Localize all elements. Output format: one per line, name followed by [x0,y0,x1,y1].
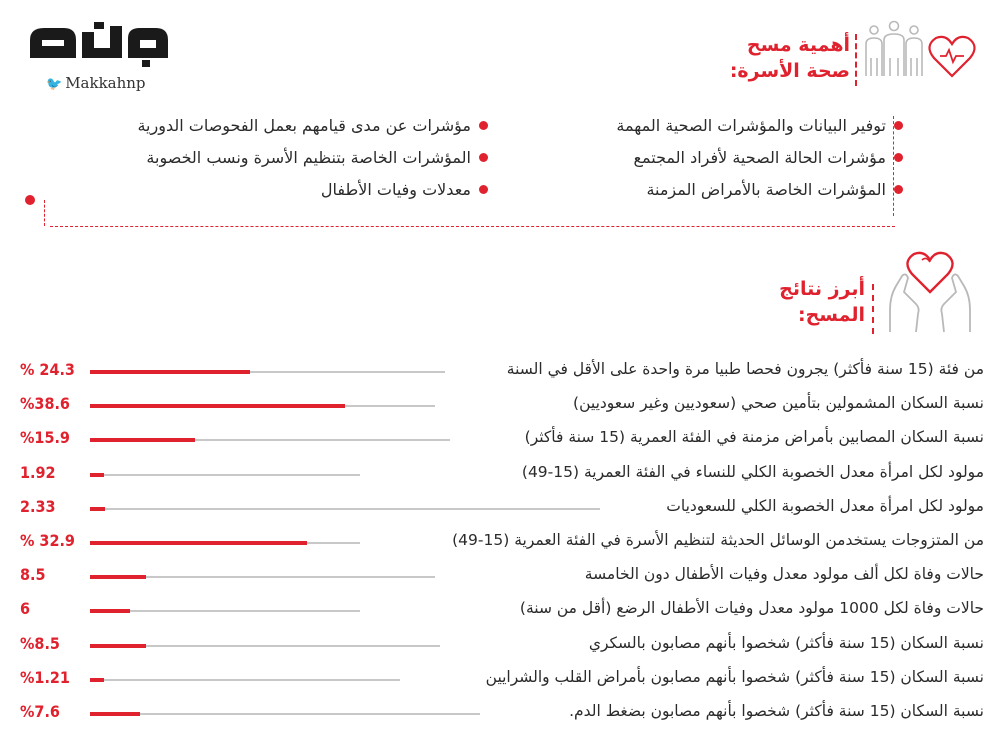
stat-label: نسبة السكان المشمولين بتأمين صحي (سعوديين وغير سعوديين) [573,394,984,412]
stat-label: نسبة السكان (15 سنة فأكثر) شخصوا بأنهم مصابون بضغط الدم. [569,702,984,720]
bullet-item [321,180,488,199]
connector-line [893,116,894,216]
stat-label: نسبة السكان المصابين بأمراض مزمنة في الفئة العمرية (15 سنة فأكثر) [524,428,984,446]
twitter-handle[interactable] [46,74,146,92]
bullet-dot-icon [479,121,488,130]
stat-bar-track [90,474,360,476]
stat-label: مولود لكل امرأة معدل الخصوبة الكلي للنساء في الفئة العمرية (15-49) [521,463,984,481]
stat-bar-track [90,645,440,647]
stat-bar-fill [90,644,146,648]
bullet-text: توفير البيانات والمؤشرات الصحية المهمة [616,116,886,135]
stat-value: % 24.3 [20,360,75,379]
stat-bar-track [90,405,435,407]
stat-row [0,357,1000,389]
bullet-item [646,180,903,199]
stat-bar-fill [90,473,104,477]
stat-value: %15.9 [20,428,70,447]
makkah-logo [24,18,174,98]
stat-bar-fill [90,404,345,408]
section-title-line1: أبرز نتائج [779,278,865,300]
stat-bar-fill [90,575,146,579]
bullet-item [146,148,488,167]
twitter-bird-icon: 🐦 [46,77,63,92]
stat-row [0,562,1000,594]
connector-dot-icon [25,195,35,205]
bullet-dot-icon [894,121,903,130]
stat-row [0,528,1000,560]
stat-label: حالات وفاة لكل ألف مولود معدل وفيات الأطفال دون الخامسة [584,565,984,583]
stat-row [0,391,1000,423]
twitter-handle-text: Makkahnp [65,74,146,92]
stat-bar-fill [90,438,195,442]
stat-bar-track [90,610,360,612]
header-divider [872,284,874,334]
stat-row [0,631,1000,663]
section-title-line2: المسح: [797,304,865,326]
bullet-dot-icon [479,153,488,162]
stat-label: نسبة السكان (15 سنة فأكثر) شخصوا بأنهم مصابون بأمراض القلب والشرايين [485,668,984,686]
stat-bar-track [90,713,480,715]
stat-bar-track [90,508,600,510]
stat-row [0,699,1000,731]
bullet-dot-icon [894,153,903,162]
stat-bar-fill [90,609,130,613]
stat-label: من المتزوجات يستخدمن الوسائل الحديثة لتنظيم الأسرة في الفئة العمرية (15-49) [452,531,984,549]
stat-label: حالات وفاة لكل 1000 مولود معدل وفيات الأطفال الرضع (أقل من سنة) [519,599,984,617]
stat-row [0,596,1000,628]
stat-bar-fill [90,507,105,511]
stat-value: %1.21 [20,668,70,687]
stat-row [0,665,1000,697]
section-title-results [700,276,865,328]
stat-value: 1.92 [20,463,56,482]
bullet-item [634,148,904,167]
stat-bar-fill [90,370,250,374]
stat-bar-fill [90,541,307,545]
bullet-dot-icon [894,185,903,194]
stat-label: من فئة (15 سنة فأكثر) يجرون فحصا طبيا مرة واحدة على الأقل في السنة [506,360,984,378]
stat-label: مولود لكل امرأة معدل الخصوبة الكلي للسعوديات [666,497,984,515]
bullet-item [137,116,488,135]
stat-value: % 32.9 [20,531,75,550]
stat-bar-track [90,439,450,441]
stat-bar-track [90,542,360,544]
stat-row [0,425,1000,457]
bullet-text: مؤشرات الحالة الصحية لأفراد المجتمع [633,148,886,167]
stat-value: %7.6 [20,702,60,721]
stat-value: 8.5 [20,565,46,584]
stat-bar-fill [90,712,140,716]
stat-label: نسبة السكان (15 سنة فأكثر) شخصوا بأنهم مصابون بالسكري [588,634,984,652]
stat-row [0,494,1000,526]
bullet-text: المؤشرات الخاصة بالأمراض المزمنة [646,180,886,199]
stat-value: 2.33 [20,497,56,516]
stat-value: %8.5 [20,634,60,653]
bullet-item [616,116,903,135]
stat-bar-track [90,576,435,578]
stat-bar-track [90,371,445,373]
stat-value: %38.6 [20,394,70,413]
header-divider [855,34,857,86]
bullet-text: مؤشرات عن مدى قيامهم بعمل الفحوصات الدورية [137,116,471,135]
stat-bar-track [90,679,400,681]
stat-value: 6 [20,599,31,618]
section-title-line2: صحة الأسرة: [729,60,850,82]
section-title-line1: أهمية مسح [746,34,850,56]
section-title-importance [700,32,850,84]
stat-row [0,460,1000,492]
connector-line [44,200,45,226]
bullet-text: معدلات وفيات الأطفال [320,180,471,199]
hands-heart-icon [880,246,980,336]
makkah-wordmark-logo [24,18,174,70]
bullet-text: المؤشرات الخاصة بتنظيم الأسرة ونسب الخصوبة [146,148,471,167]
family-heart-icon [860,14,982,84]
stat-bar-fill [90,678,104,682]
bullet-dot-icon [479,185,488,194]
connector-line [50,226,895,227]
